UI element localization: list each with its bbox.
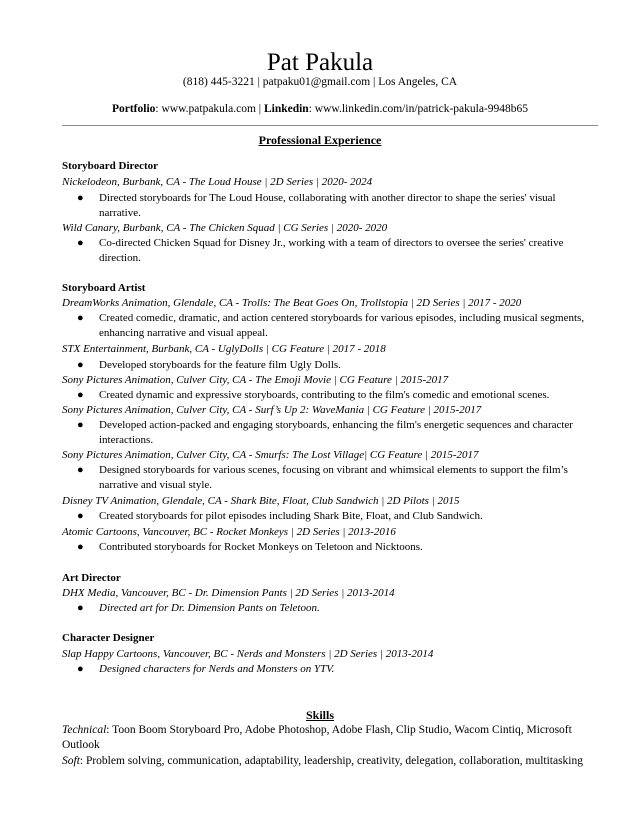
- job-description: Created dynamic and expressive storyboards, contributing to the film's comedic and emotional scenes.: [99, 389, 550, 401]
- role-storyboard-director: Storyboard Director: [62, 160, 159, 172]
- technical-list: : Toon Boom Storyboard Pro, Adobe Photoshop, Adobe Flash, Clip Studio, Wacom Cintiq, Microsoft Outlook: [62, 724, 572, 751]
- bullet-dot: ●: [77, 663, 84, 675]
- job-title: Sony Pictures Animation, Culver City, CA - The Emoji Movie | CG Feature | 2015-2017: [62, 374, 449, 386]
- job-description: Developed storyboards for the feature film Ugly Dolls.: [99, 359, 341, 371]
- job-title: STX Entertainment, Burbank, CA - UglyDolls | CG Feature | 2017 - 2018: [62, 343, 386, 355]
- job-description: Created storyboards for pilot episodes including Shark Bite, Float, and Club Sandwich.: [99, 510, 483, 522]
- role-storyboard-artist: Storyboard Artist: [62, 282, 146, 294]
- job-description: Directed storyboards for The Loud House, collaborating with another director to shape the series' visual narrative.: [99, 192, 556, 219]
- job-title: Sony Pictures Animation, Culver City, CA - Smurfs: The Lost Village| CG Feature | 2015-2017: [62, 449, 479, 461]
- bullet-dot: ●: [77, 192, 84, 204]
- job-title: DreamWorks Animation, Glendale, CA - Trolls: The Beat Goes On, Trollstopia | 2D Series | 2017 - 2020: [62, 297, 522, 309]
- job-title: Disney TV Animation, Glendale, CA - Shark Bite, Float, Club Sandwich | 2D Pilots | 2015: [62, 495, 460, 507]
- job-description: Designed storyboards for various scenes, focusing on vibrant and whimsical elements to support the film’s narrative and visual style.: [99, 464, 568, 491]
- job-title: Sony Pictures Animation, Culver City, CA - Surf’s Up 2: WaveMania | CG Feature | 2015-2017: [62, 404, 482, 416]
- role-character-designer: Character Designer: [62, 632, 155, 644]
- job-description: Directed art for Dr. Dimension Pants on Teletoon.: [99, 602, 320, 614]
- portfolio-url[interactable]: : www.patpakula.com |: [155, 103, 264, 115]
- bullet-dot: ●: [77, 602, 84, 614]
- skills-heading: Skills: [305, 708, 335, 722]
- role-art-director: Art Director: [62, 572, 121, 584]
- bullet-dot: ●: [77, 312, 84, 324]
- job-title: DHX Media, Vancouver, BC - Dr. Dimension Pants | 2D Series | 2013-2014: [62, 587, 395, 599]
- bullet-dot: ●: [77, 419, 84, 431]
- skills-technical: [62, 723, 602, 753]
- job-title: Slap Happy Cartoons, Vancouver, BC - Nerds and Monsters | 2D Series | 2013-2014: [62, 648, 434, 660]
- soft-list: : Problem solving, communication, adaptability, leadership, creativity, delegation, collaboration, multitasking: [79, 755, 584, 767]
- job-description: Co-directed Chicken Squad for Disney Jr., working with a team of directors to oversee the series' creative direction.: [99, 237, 564, 264]
- profile-links: [0, 102, 640, 116]
- bullet-dot: ●: [77, 464, 84, 476]
- portfolio-label: Portfolio: [111, 103, 156, 115]
- candidate-name: Pat Pakula: [266, 49, 374, 76]
- linkedin-url[interactable]: : www.linkedin.com/in/patrick-pakula-9948b65: [308, 103, 529, 115]
- bullet-dot: ●: [77, 510, 84, 522]
- job-description: Contributed storyboards for Rocket Monkeys on Teletoon and Nicktoons.: [99, 541, 423, 553]
- bullet-dot: ●: [77, 541, 84, 553]
- header-divider: [62, 125, 598, 126]
- soft-label: Soft: [62, 755, 80, 767]
- job-description: Created comedic, dramatic, and action centered storyboards for various episodes, including musical segments, enhancing narrative and visual appeal.: [99, 312, 585, 339]
- bullet-dot: ●: [77, 237, 84, 249]
- experience-heading: Professional Experience: [258, 133, 382, 147]
- job-title: Atomic Cartoons, Vancouver, BC - Rocket Monkeys | 2D Series | 2013-2016: [62, 526, 396, 538]
- skills-soft: [62, 754, 602, 769]
- technical-label: Technical: [62, 724, 107, 736]
- bullet-dot: ●: [77, 359, 84, 371]
- contact-info: (818) 445-3221 | patpaku01@gmail.com | Los Angeles, CA: [182, 76, 458, 88]
- linkedin-label: Linkedin: [263, 103, 309, 115]
- job-title: Nickelodeon, Burbank, CA - The Loud House | 2D Series | 2020- 2024: [62, 176, 373, 188]
- job-title: Wild Canary, Burbank, CA - The Chicken Squad | CG Series | 2020- 2020: [62, 222, 388, 234]
- bullet-dot: ●: [77, 389, 84, 401]
- job-description: Designed characters for Nerds and Monsters on YTV.: [99, 663, 335, 675]
- job-description: Developed action-packed and engaging storyboards, enhancing the film's energetic sequences and character interactions.: [99, 419, 573, 446]
